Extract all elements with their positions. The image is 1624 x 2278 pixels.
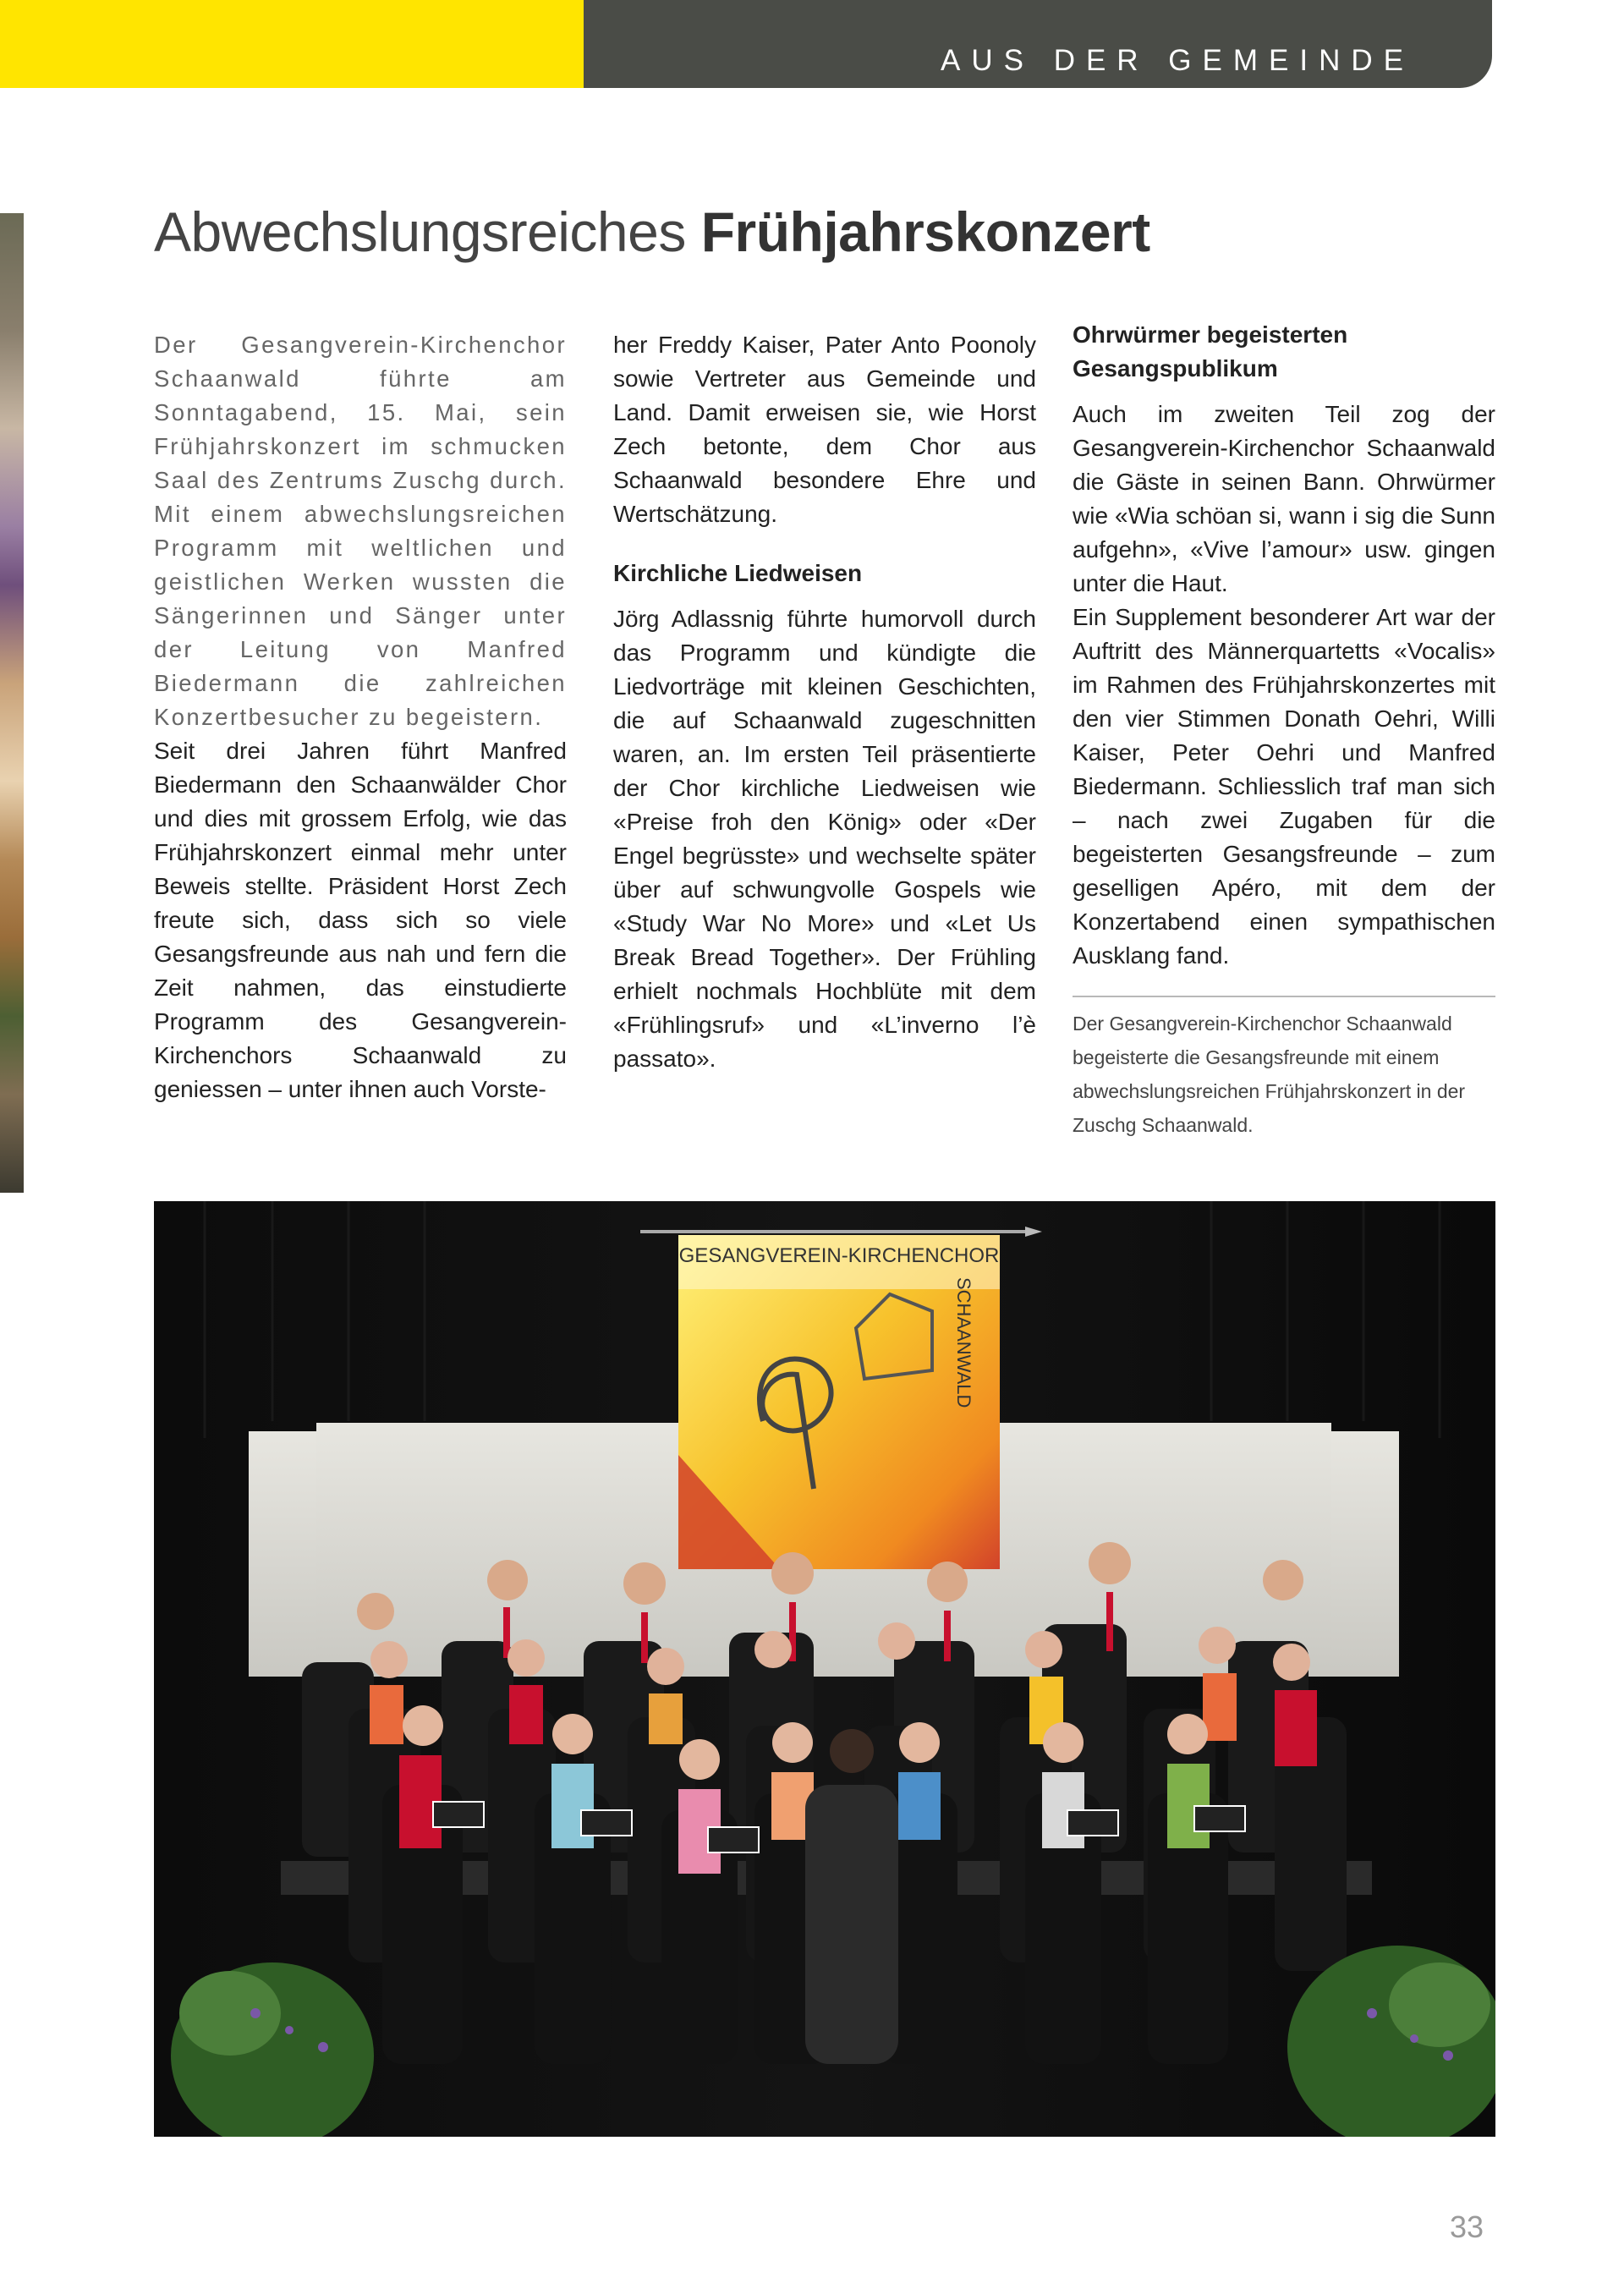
banner-title: GESANGVEREIN-KIRCHENCHOR [678, 1244, 1000, 1267]
article-column-2 [613, 328, 1036, 1076]
subhead-kirchliche-liedweisen: Kirchliche Liedweisen [613, 560, 863, 586]
photo-caption: Der Gesangverein-Kirchenchor Schaanwald begeisterte die Gesangsfreunde mit einem abwechslungsreichen Frühjahrskonzert in der Zuschg Schaanwald. [1073, 1013, 1466, 1136]
banner-place: SCHAANWALD [953, 1277, 974, 1408]
subhead-ohrwuermer: Ohrwürmer begeisterten Gesangspublikum [1073, 321, 1348, 381]
paragraph-4: Ein Supplement besonderer Art war der Auftritt des Männerquartetts «Vocalis» im Rahmen des Frühjahrskonzertes mit den vier Stimmen Donath Oehri, Willi Kaiser, Peter Oehri und Manfred Biedermann. Schliesslich traf man sich – nach zwei Zugaben für die begeisterten Gesangsfreunde – zum geselligen Apéro, mit dem der Konzertabend einen sympathischen Ausklang fand. [1073, 604, 1495, 969]
choir-photo-illustration [154, 1201, 1495, 2137]
article-column-3 [1073, 321, 1495, 973]
paragraph-1-part-1: Seit drei Jahren führt Manfred Biedermann den Schaanwälder Chor und dies mit grossem Erfolg, wie das Frühjahrskonzert einmal mehr unter Beweis stellte. Präsident Horst Zech freute sich, dass sich so viele Gesangsfreunde aus nah und fern die Zeit nahmen, das einstudierte Programm des Gesangverein-Kirchenchors Schaanwald zu geniessen – unter ihnen auch Vorste- [154, 738, 567, 1102]
paragraph-3: Auch im zweiten Teil zog der Gesangverein-Kirchenchor Schaanwald die Gäste in seinen Bann. Ohrwürmer wie «Wia schöan si, wann i sig die Sunn aufgehn», «Vive l’amour» usw. gingen unter die Haut. [1073, 401, 1495, 596]
paragraph-2: Jörg Adlassnig führte humorvoll durch das Programm und kündigte die Liedvorträge mit kleinen Geschichten, die auf Schaanwald zugeschnitten waren, an. Im ersten Teil präsentierte der Chor kirchliche Liedweisen wie «Preise froh den König» oder «Der Engel begrüsste» und wechselte später über auf schwungvolle Gospels wie «Study War No More» und «Let Us Break Bread Together». Der Frühling erhielt nochmals Hochblüte mit dem «Frühlingsruf» und «L’inverno l’è passato». [613, 606, 1036, 1072]
paragraph-1-part-2: her Freddy Kaiser, Pater Anto Poonoly sowie Vertreter aus Gemeinde und Land. Damit erweisen sie, wie Horst Zech betonte, dem Chor aus Schaanwald besondere Ehre und Wertschätzung. [613, 332, 1036, 527]
article-intro: Der Gesangverein-Kirchenchor Schaanwald führte am Sonntagabend, 15. Mai, sein Frühjahrskonzert im schmucken Saal des Zentrums Zuschg durch. Mit einem abwechslungsreichen Programm mit weltlichen und geistlichen Werken wussten die Sängerinnen und Sänger unter der Leitung von Manfred Biedermann die zahlreichen Konzertbesucher zu begeistern. [154, 332, 567, 730]
article-column-1 [154, 328, 567, 1106]
page-number: 33 [1449, 2209, 1484, 2244]
section-label: AUS DER GEMEINDE [941, 44, 1414, 77]
headline-bold: Frühjahrskonzert [700, 200, 1150, 263]
previous-page-photo-edge [0, 213, 24, 1193]
headline-light: Abwechslungsreiches [154, 200, 701, 263]
article-headline [154, 200, 1150, 264]
caption-divider [1073, 996, 1495, 997]
header-yellow-band [0, 0, 584, 88]
choir-photo [154, 1201, 1495, 2137]
section-header-band [584, 0, 1492, 88]
